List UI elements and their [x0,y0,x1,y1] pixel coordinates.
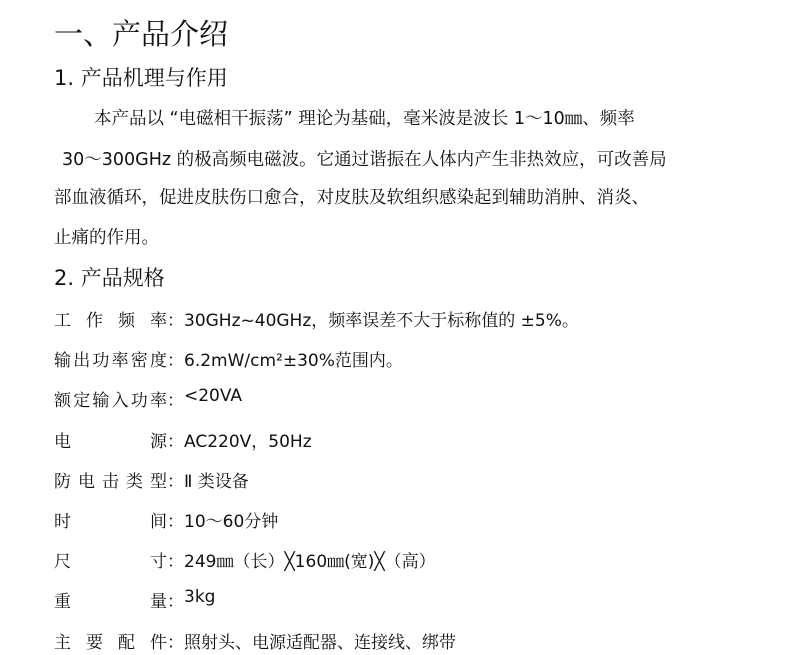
spec-row [54,507,278,532]
spec-label: 尺寸 [54,552,167,573]
spec-colon: ： [167,391,184,412]
spec-label: 时间 [54,512,167,532]
spec-row [54,467,249,492]
paragraph-line: 30～300GHz 的极高频电磁波。它通过谐振在人体内产生非热效应，可改善局 [62,150,667,170]
spec-value: 30GHz~40GHz，频率误差不大于标称值的 ±5%。 [184,311,579,331]
spec-row [54,386,242,411]
spec-value: 249㎜（长）╳160㎜(宽)╳（高） [184,552,436,573]
spec-row [54,547,436,572]
spec-label: 重量 [54,592,167,613]
spec-row [54,306,579,331]
spec-colon: ： [167,552,184,573]
spec-colon: ： [167,311,184,331]
spec-row [54,346,403,371]
spec-value: Ⅱ 类设备 [184,471,249,492]
section-heading-specs: 2. 产品规格 [54,266,165,290]
spec-label: 电源 [54,431,167,452]
paragraph-line: 本产品以 “电磁相干振荡” 理论为基础，毫米波是波长 1～10㎜、频率 [94,109,635,129]
paragraph-line: 止痛的作用。 [54,228,159,248]
spec-label: 额定输入功率 [54,391,167,412]
spec-colon: ： [167,431,184,452]
spec-row [54,628,456,653]
spec-colon: ： [167,512,184,532]
spec-colon: ： [167,471,184,492]
paragraph-line: 部血液循环，促进皮肤伤口愈合，对皮肤及软组织感染起到辅助消肿、消炎、 [54,188,649,208]
spec-label: 工作频率 [54,311,167,331]
spec-row [54,587,215,612]
spec-value: 6.2mW/cm²±30%范围内。 [184,351,403,372]
page-title: 一、产品介绍 [54,17,229,51]
spec-label: 防电击类型 [54,471,167,492]
spec-value: 3kg [184,587,216,608]
section-heading-mechanism: 1. 产品机理与作用 [54,66,228,90]
spec-value: 照射头、电源适配器、连接线、绑带 [184,632,456,653]
spec-colon: ： [167,592,184,613]
spec-value: AC220V，50Hz [184,431,312,452]
spec-colon: ： [167,351,184,372]
spec-label: 输出功率密度 [54,351,167,372]
spec-value: 10～60分钟 [184,512,279,532]
spec-label: 主要配件 [54,632,167,653]
spec-row [54,427,312,452]
spec-value: <20VA [184,386,243,407]
spec-colon: ： [167,632,184,653]
